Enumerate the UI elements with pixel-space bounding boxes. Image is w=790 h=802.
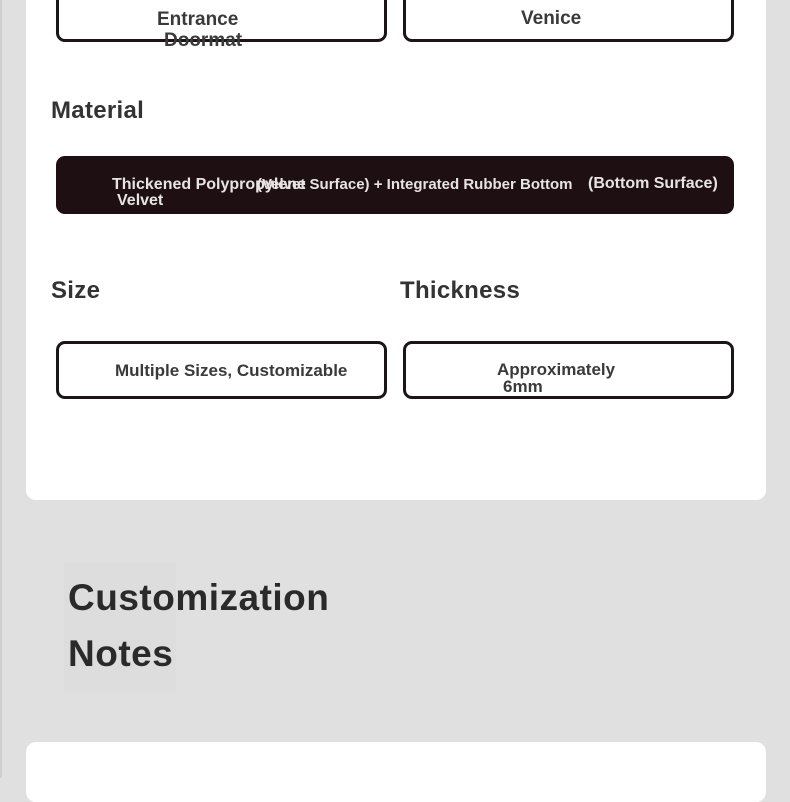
thickness-value-line1: Approximately [497,360,616,379]
size-label: Size [51,277,101,304]
product-type-pill [56,0,387,51]
customization-card [26,742,766,802]
material-label: Material [51,97,145,124]
spec-card [26,0,766,500]
product-type-line2: Doormat [164,30,243,51]
material-value-bar [56,156,734,214]
material-value-part3: (Bottom Surface) [588,175,718,192]
size-pill [56,341,387,399]
size-value: Multiple Sizes, Customizable [115,361,348,380]
customization-title-line1: Customization [68,577,330,618]
style-value: Venice [521,8,582,29]
thickness-label: Thickness [400,277,521,304]
material-value-part2: (Velvet Surface) + Integrated Rubber Bottom [257,176,573,193]
page-edge [0,0,2,778]
thickness-pill [403,341,734,399]
customization-notes-title [68,570,329,682]
style-pill [403,0,734,42]
product-type-line1: Entrance [157,9,239,30]
customization-title-line2: Notes [68,633,174,674]
material-value-part1: Thickened Polypropylene [112,176,306,193]
thickness-value-line2: 6mm [503,377,543,396]
material-value-wrap: Velvet [117,192,164,209]
